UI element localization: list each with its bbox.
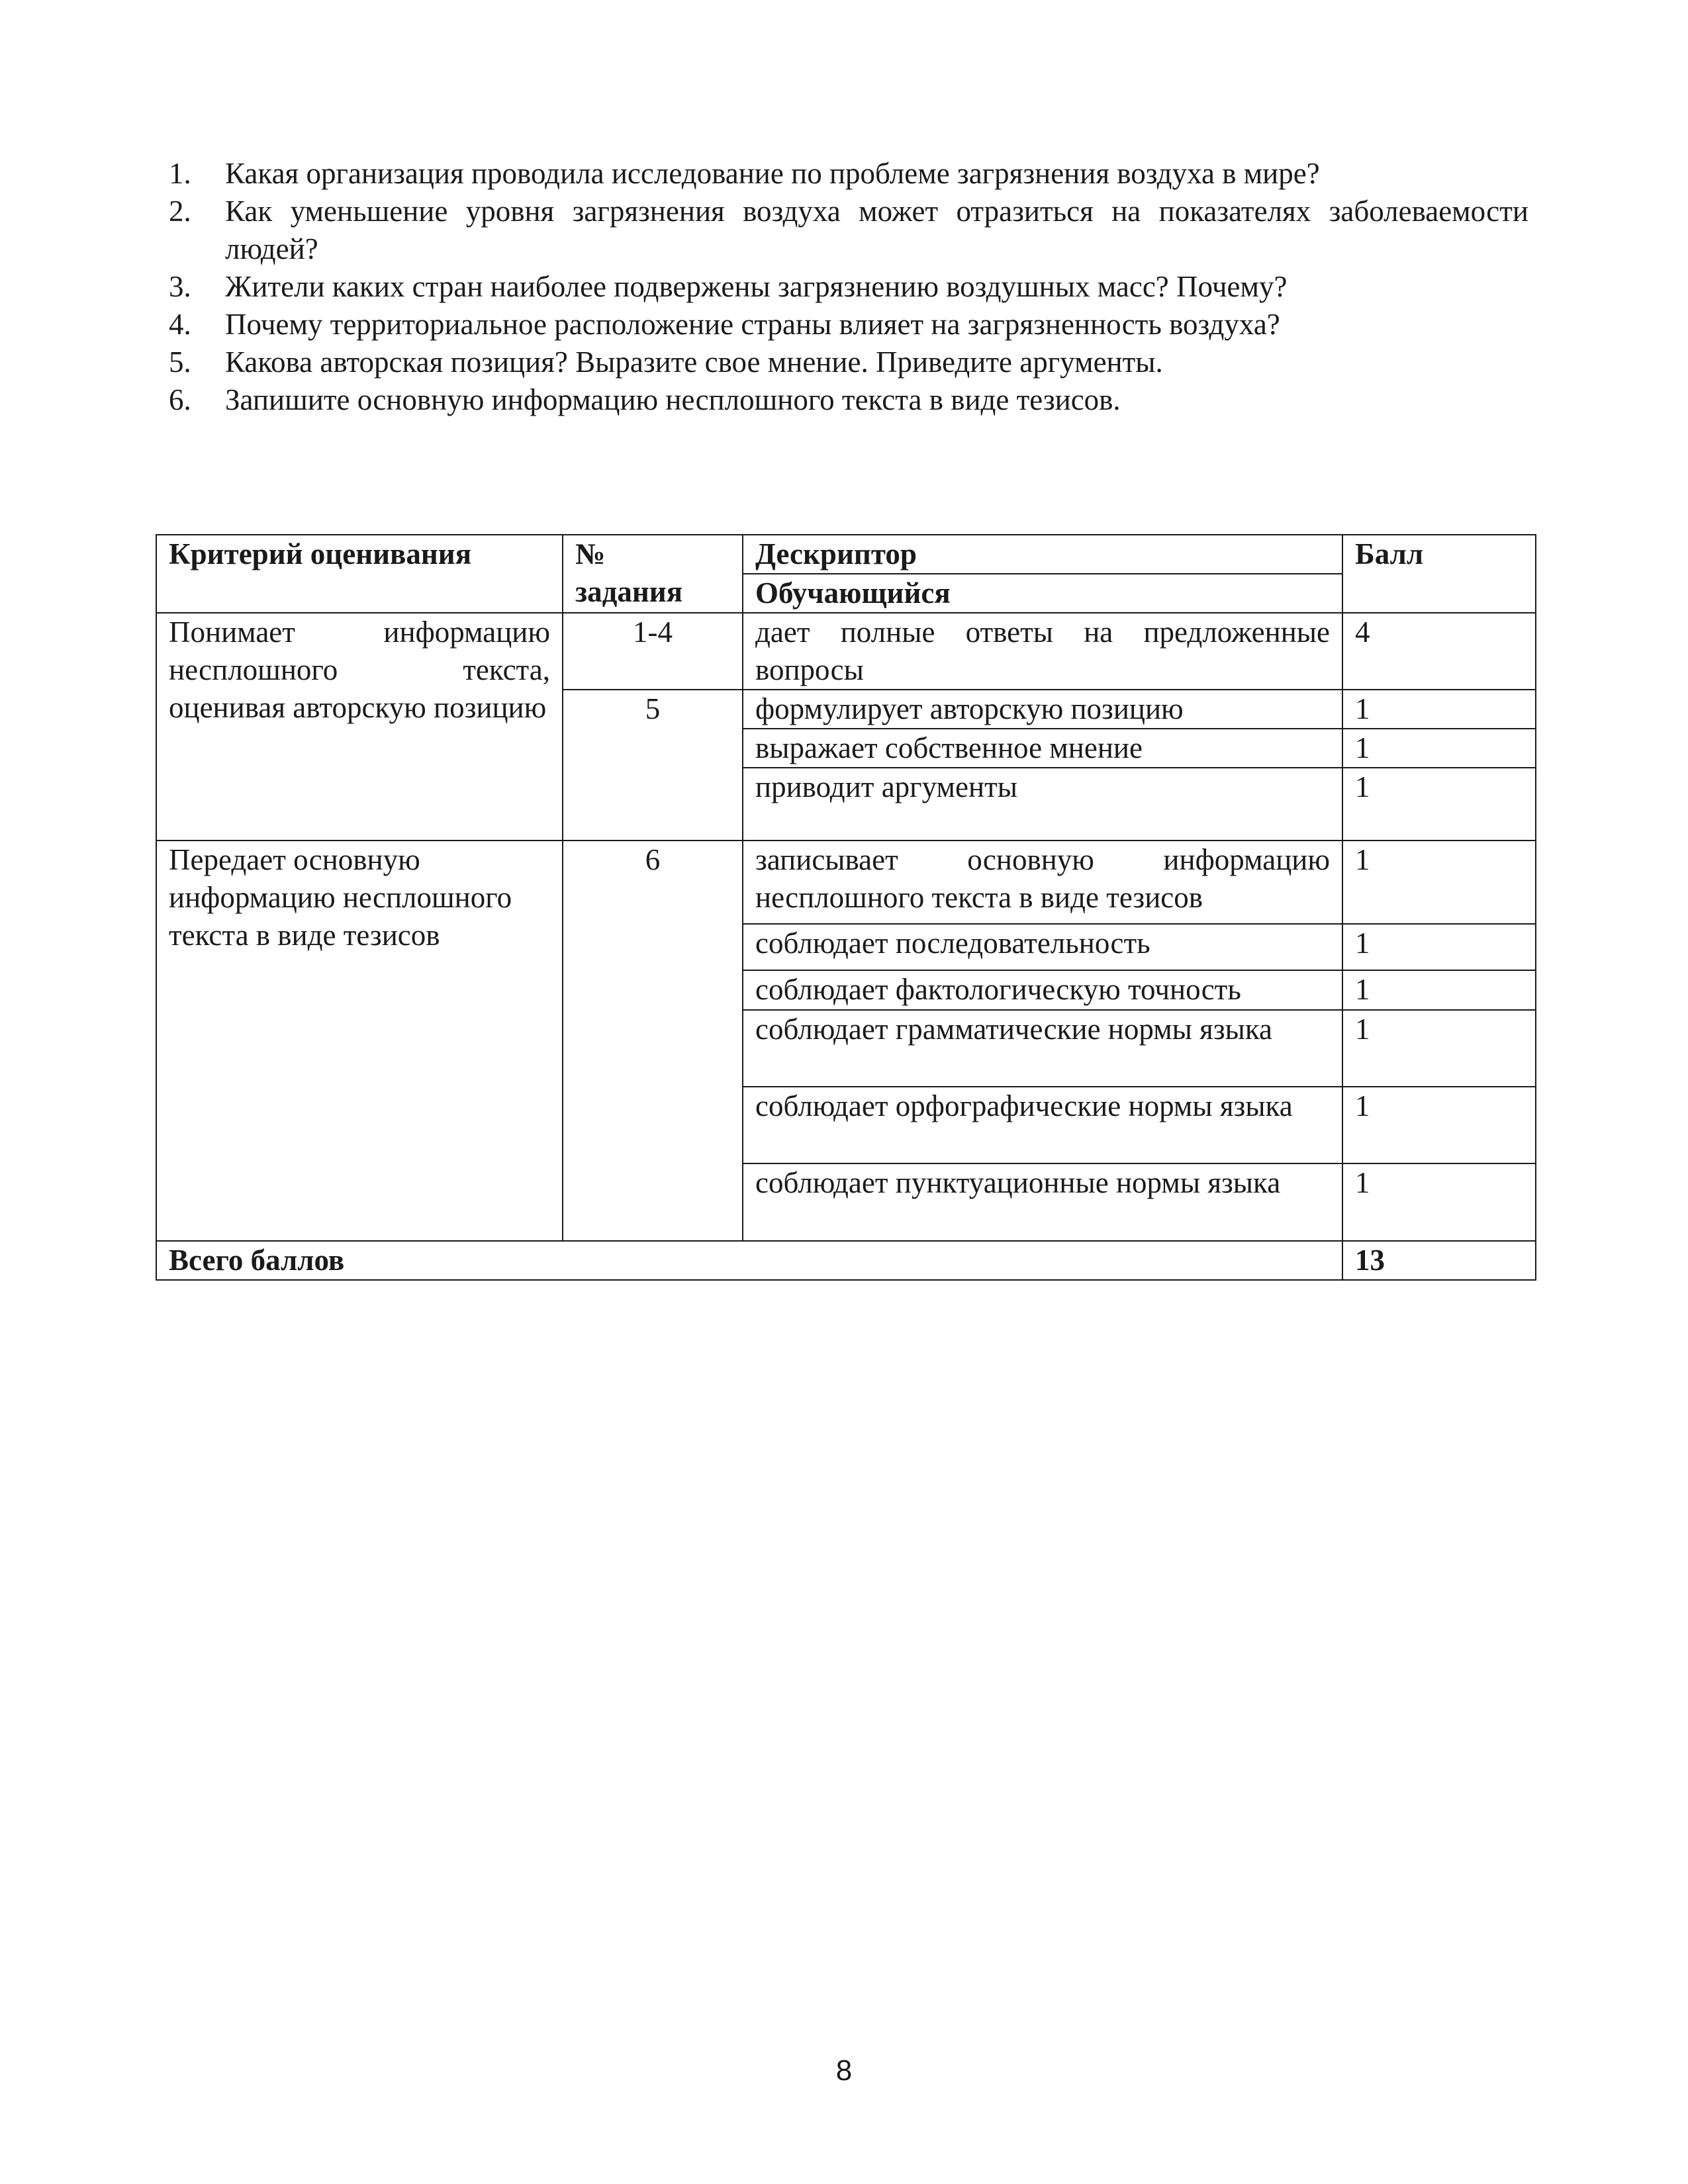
total-row	[156, 1241, 1536, 1280]
task-number-cell: 1-4	[563, 613, 743, 690]
question-number: 3.	[169, 270, 191, 303]
table-row	[156, 613, 1536, 690]
total-score: 13	[1342, 1241, 1536, 1280]
task-number-cell: 5	[563, 690, 743, 841]
header-task-number-symbol: №	[575, 537, 606, 570]
table-row	[156, 841, 1536, 924]
task-number-cell: 6	[563, 841, 743, 1241]
descriptor-cell: соблюдает орфографические нормы языка	[743, 1087, 1342, 1163]
descriptor-cell: соблюдает пунктуационные нормы языка	[743, 1163, 1342, 1241]
question-text: Как уменьшение уровня загрязнения воздуха может отразиться на показателях заболеваемости людей?	[225, 195, 1528, 265]
criterion-cell: Передает основную информацию несплошного текста в виде тезисов	[156, 841, 563, 1241]
descriptor-cell: соблюдает фактологическую точность	[743, 970, 1342, 1010]
score-cell: 1	[1342, 841, 1536, 924]
score-cell: 4	[1342, 613, 1536, 690]
question-number: 4.	[169, 308, 191, 341]
grading-table	[156, 534, 1536, 1281]
question-text: Жители каких стран наиболее подвержены загрязнению воздушных масс? Почему?	[225, 270, 1288, 303]
header-task-number	[563, 535, 743, 613]
question-item	[169, 268, 1528, 306]
header-score: Балл	[1342, 535, 1536, 613]
question-text: Запишите основную информацию несплошного текста в виде тезисов.	[225, 383, 1121, 416]
question-item	[169, 343, 1528, 381]
page-number: 8	[835, 2054, 853, 2087]
descriptor-cell: соблюдает грамматические нормы языка	[743, 1010, 1342, 1087]
question-item	[169, 381, 1528, 419]
header-criterion: Критерий оценивания	[156, 535, 563, 613]
descriptor-cell: формулирует авторскую позицию	[743, 690, 1342, 729]
question-number: 2.	[169, 195, 191, 228]
header-descriptor: Дескриптор	[743, 535, 1342, 574]
score-cell: 1	[1342, 768, 1536, 841]
score-cell: 1	[1342, 690, 1536, 729]
header-learner: Обучающийся	[743, 574, 1342, 613]
question-item	[169, 306, 1528, 343]
question-list	[169, 155, 1528, 419]
header-row	[156, 535, 1536, 574]
score-cell: 1	[1342, 1163, 1536, 1241]
descriptor-cell: записывает основную информацию несплошного текста в виде тезисов	[743, 841, 1342, 924]
question-text: Почему территориальное расположение страны влияет на загрязненность воздуха?	[225, 308, 1280, 341]
score-cell: 1	[1342, 924, 1536, 970]
question-item	[169, 155, 1528, 193]
descriptor-cell: приводит аргументы	[743, 768, 1342, 841]
question-item	[169, 193, 1528, 268]
score-cell: 1	[1342, 729, 1536, 768]
descriptor-cell: выражает собственное мнение	[743, 729, 1342, 768]
criterion-cell: Понимает информацию несплошного текста, оценивая авторскую позицию	[156, 613, 563, 841]
descriptor-cell: соблюдает последовательность	[743, 924, 1342, 970]
total-label: Всего баллов	[156, 1241, 1342, 1280]
score-cell: 1	[1342, 1087, 1536, 1163]
score-cell: 1	[1342, 1010, 1536, 1087]
question-text: Какова авторская позиция? Выразите свое мнение. Приведите аргументы.	[225, 345, 1163, 379]
score-cell: 1	[1342, 970, 1536, 1010]
question-number: 6.	[169, 383, 191, 416]
question-number: 1.	[169, 157, 191, 190]
question-number: 5.	[169, 345, 191, 379]
descriptor-cell: дает полные ответы на предложенные вопросы	[743, 613, 1342, 690]
question-text: Какая организация проводила исследование по проблеме загрязнения воздуха в мире?	[225, 157, 1320, 190]
header-task-number-word: задания	[575, 575, 683, 608]
